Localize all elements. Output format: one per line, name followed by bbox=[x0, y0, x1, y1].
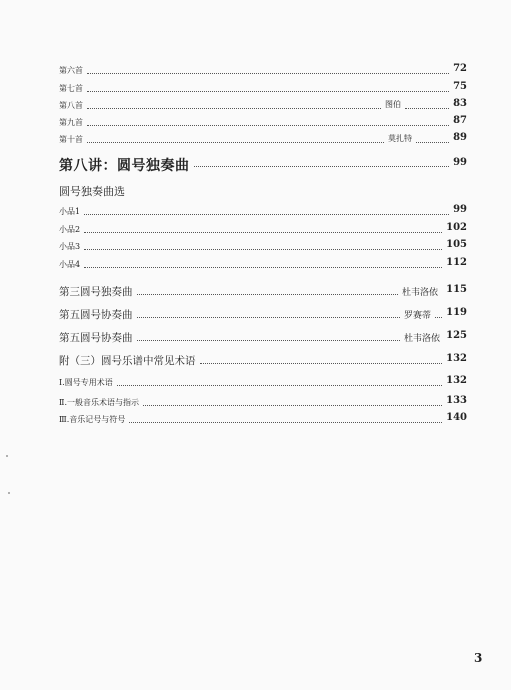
entry-title: 第八讲：圆号独奏曲 bbox=[59, 158, 190, 174]
entry-page: 125 bbox=[446, 330, 467, 341]
entry-title: 第七首 bbox=[59, 84, 83, 93]
toc-entry bbox=[0, 329, 511, 345]
entry-page: 87 bbox=[453, 115, 467, 126]
entry-title: 小品4 bbox=[59, 260, 81, 269]
entry-title: 第八首 bbox=[59, 101, 83, 110]
toc-entry bbox=[0, 131, 511, 147]
dot-leader bbox=[87, 142, 384, 143]
dot-leader bbox=[194, 166, 450, 167]
toc-entry bbox=[0, 238, 511, 254]
dot-leader bbox=[405, 108, 449, 109]
toc-entry bbox=[0, 221, 511, 237]
toc-entry bbox=[0, 203, 511, 219]
entry-title: 小品3 bbox=[59, 242, 81, 251]
toc-entry bbox=[0, 283, 511, 299]
entry-title: 小品2 bbox=[59, 225, 81, 234]
dot-leader bbox=[137, 294, 399, 295]
entry-title: 第九首 bbox=[59, 118, 83, 127]
page-number: 3 bbox=[474, 651, 483, 665]
entry-page: 140 bbox=[446, 412, 467, 423]
entry-title: 第六首 bbox=[59, 66, 83, 75]
dot-leader bbox=[87, 91, 449, 92]
entry-page: 132 bbox=[446, 353, 467, 364]
entry-page: 102 bbox=[446, 222, 467, 233]
toc-entry bbox=[0, 114, 511, 130]
entry-page: 99 bbox=[453, 157, 467, 168]
dot-leader bbox=[87, 108, 381, 109]
entry-page: 89 bbox=[453, 132, 467, 143]
entry-composer: 杜韦洛依 bbox=[402, 288, 439, 298]
entry-composer: 罗赛蒂 bbox=[404, 311, 432, 321]
dot-leader bbox=[87, 73, 449, 74]
dot-leader bbox=[117, 385, 442, 386]
dot-leader bbox=[416, 142, 449, 143]
section-heading: 圆号独奏曲选 bbox=[59, 185, 125, 198]
dot-leader bbox=[84, 249, 442, 250]
entry-page: 115 bbox=[446, 284, 467, 295]
dot-leader bbox=[87, 125, 449, 126]
entry-title: Ⅱ.一般音乐术语与指示 bbox=[59, 398, 139, 407]
entry-page: 132 bbox=[446, 375, 467, 386]
dot-leader bbox=[143, 405, 442, 406]
toc-entry bbox=[0, 306, 511, 322]
dot-leader bbox=[84, 232, 442, 233]
entry-title: Ⅲ.音乐记号与符号 bbox=[59, 415, 126, 424]
entry-composer: 图伯 bbox=[385, 100, 401, 109]
entry-title: 第五圆号协奏曲 bbox=[59, 332, 133, 344]
toc-entry bbox=[0, 411, 511, 427]
toc-entry bbox=[0, 374, 511, 390]
toc-entry bbox=[0, 256, 511, 272]
dot-leader bbox=[435, 317, 442, 318]
entry-page: 133 bbox=[446, 395, 467, 406]
entry-title: Ⅰ.圆号专用术语 bbox=[59, 378, 113, 387]
entry-title: 第三圆号独奏曲 bbox=[59, 286, 133, 298]
dot-leader bbox=[137, 317, 401, 318]
dot-leader bbox=[200, 363, 443, 364]
dot-leader bbox=[84, 214, 449, 215]
dot-leader bbox=[129, 422, 442, 423]
entry-page: 83 bbox=[453, 98, 467, 109]
scan-speck bbox=[6, 455, 8, 457]
entry-page: 112 bbox=[446, 257, 467, 268]
toc-entry bbox=[0, 80, 511, 96]
toc-entry bbox=[0, 394, 511, 410]
entry-composer: 莫扎特 bbox=[388, 134, 412, 143]
entry-page: 119 bbox=[446, 307, 467, 318]
dot-leader bbox=[137, 340, 401, 341]
toc-entry bbox=[0, 352, 511, 368]
scan-speck bbox=[8, 492, 10, 494]
dot-leader bbox=[84, 267, 442, 268]
entry-title: 第五圆号协奏曲 bbox=[59, 309, 133, 321]
toc-entry bbox=[0, 157, 511, 173]
entry-title: 附（三）圆号乐谱中常见术语 bbox=[59, 355, 196, 367]
entry-page: 72 bbox=[453, 63, 467, 74]
entry-page: 75 bbox=[453, 81, 467, 92]
entry-composer: 杜韦洛依 bbox=[404, 334, 441, 344]
toc-entry bbox=[0, 97, 511, 113]
entry-title: 第十首 bbox=[59, 135, 83, 144]
toc-entry bbox=[0, 62, 511, 78]
entry-page: 105 bbox=[446, 239, 467, 250]
entry-page: 99 bbox=[453, 204, 467, 215]
entry-title: 小品1 bbox=[59, 207, 81, 216]
